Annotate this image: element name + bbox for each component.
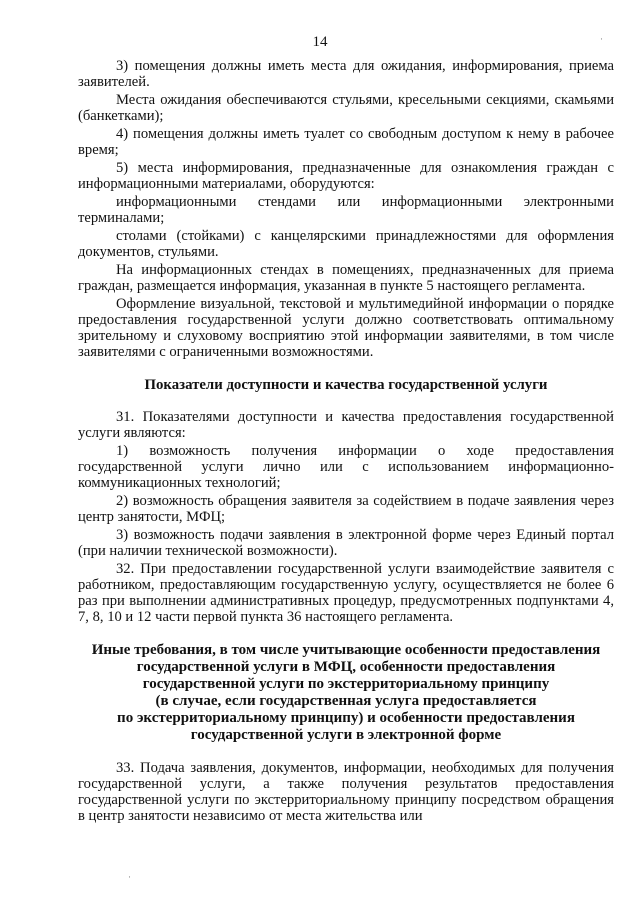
paragraph: столами (стойками) с канцелярскими принадлежностями для оформления документов, стульями. xyxy=(78,228,614,260)
section-heading-accessibility: Показатели доступности и качества государственной услуги xyxy=(144,377,548,393)
paragraph: информационными стендами или информационными электронными терминалами; xyxy=(78,194,614,226)
document-body xyxy=(78,58,614,824)
paragraph: 1) возможность получения информации о ходе предоставления государственной услуги лично или с использованием информационно-коммуникационных технологий; xyxy=(78,443,614,491)
paragraph: 33. Подача заявления, документов, информации, необходимых для получения государственной услуги, а также получения результатов предоставления государственной услуги по экстерриториальному принципу посредством обращения в центр занятости независимо от места жительства или xyxy=(78,760,614,824)
paragraph: Оформление визуальной, текстовой и мультимедийной информации о порядке предоставления государственной услуги должно соответствовать оптимальному зрительному и слуховому восприятию этой информации заявителями, в том числе заявителями с ограниченными возможностями. xyxy=(78,296,614,360)
scan-speck-mark: · xyxy=(600,34,603,44)
paragraph: 31. Показателями доступности и качества предоставления государственной услуги являются: xyxy=(78,409,614,441)
paragraph: 5) места информирования, предназначенные для ознакомления граждан с информационными материалами, оборудуются: xyxy=(78,160,614,192)
heading-line: государственной услуги в МФЦ, особенности предоставления xyxy=(136,659,556,675)
section-heading-other-requirements xyxy=(78,642,614,744)
paragraph: Места ожидания обеспечиваются стульями, кресельными секциями, скамьями (банкетками); xyxy=(78,92,614,124)
heading-line: государственной услуги по экстерриториальному принципу xyxy=(142,676,550,692)
page-number: 14 xyxy=(312,34,328,50)
heading-line: Иные требования, в том числе учитывающие особенности предоставления xyxy=(91,642,601,658)
paragraph: 3) помещения должны иметь места для ожидания, информирования, приема заявителей. xyxy=(78,58,614,90)
paragraph: 3) возможность подачи заявления в электронной форме через Единый портал (при наличии технической возможности). xyxy=(78,527,614,559)
scan-speck-mark: · xyxy=(128,872,131,882)
heading-line: (в случае, если государственная услуга предоставляется xyxy=(155,693,537,709)
heading-line: по экстерриториальному принципу) и особенности предоставления xyxy=(117,710,575,726)
paragraph: 2) возможность обращения заявителя за содействием в подаче заявления через центр занятости, МФЦ; xyxy=(78,493,614,525)
paragraph: 4) помещения должны иметь туалет со свободным доступом к нему в рабочее время; xyxy=(78,126,614,158)
paragraph: На информационных стендах в помещениях, предназначенных для приема граждан, размещается информация, указанная в пункте 5 настоящего регламента. xyxy=(78,262,614,294)
heading-line: государственной услуги в электронной форме xyxy=(190,727,502,743)
paragraph: 32. При предоставлении государственной услуги взаимодействие заявителя с работником, предоставляющим государственную услугу, осуществляется не более 6 раз при выполнении административных процедур, предусмотренных подпунктами 4, 7, 8, 10 и 12 части первой пункта 36 настоящего регламента. xyxy=(78,561,614,625)
